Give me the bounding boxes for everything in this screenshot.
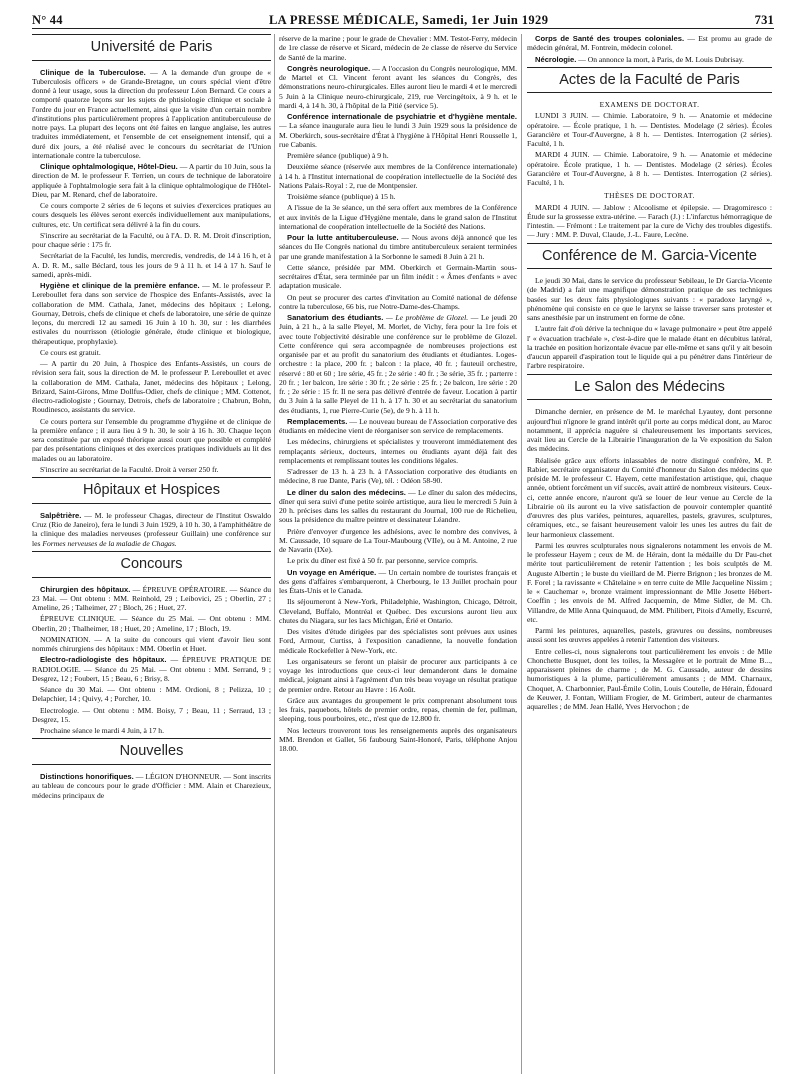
paragraph: Les médecins, chirurgiens et spécialistes y trouveront immédiatement des remplaçants sérieux, docteurs, internes ou étudiants ayant déjà fait des remplacements et remplissant toutes les conditions légales. bbox=[279, 437, 517, 465]
paragraph: Le prix du dîner est fixé à 50 fr. par personne, service compris. bbox=[287, 556, 478, 566]
column-3 bbox=[527, 34, 772, 1079]
section-title-nouvelles: Nouvelles bbox=[32, 738, 271, 765]
article-diner: Le dîner du salon des médecins. — Le dîner du salon des médecins, dîner qui sera suivi d'une petite soirée artistique, aura lieu le mercredi 5 Juin à 20 h. précises dans les salles du restaurant du Journal, 100 rue de Richelieu, sous la présidence du maître peintre et dessinateur Léandre. bbox=[279, 487, 517, 525]
section-title-concours: Concours bbox=[32, 551, 271, 578]
paragraph: Nos lecteurs trouveront tous les renseignements auprès des organisateurs MM. Brendon et Gallet, 56 faubourg Saint-Honoré, Paris, téléphone Anjou 18.00. bbox=[279, 725, 517, 753]
paragraph: MARDI 4 JUIN. — Jablow : Alcoolisme et épilepsie. — Dragomiresco : Étude sur la grossesse extra-utérine. — Farach (J.) : L'infarctus hémorragique de l'intestin. — Frémont : Le traitement par la cure de Vichy des troubles digestifs. — Jury : MM. P. Duval, Claude, J.-L. Faure, Lecène. bbox=[527, 202, 772, 240]
paragraph: Parmi les œuvres sculpturales nous signalerons notamment les envois de M. le professeur Hayem ; ceux de M. de Hérain, dont la médaille du Dr Pau-chet mérite tout particulièrement de retenir l'attention ; les bois sculptés de M. Auguste Albertin ; le buste du vieillard de M. Pierre Brignon ; les bronzes de M. F. Forel ; la ravissante « Châtelaine » en terre cuite de Mlle Jacqueline Nissim ; le « Cauchemar », bronze vraiment impressionnant de Mlle Josette Hébert-Coeffin ; les envois de M. Alfred Jacquemin, de Mme Sidler, de M. Ch. Villandre, de Mlle Anna Quinquaud, de MM. Philibert, Pitois d'Amelly, Escurré, etc. bbox=[527, 540, 772, 624]
issue-number: N° 44 bbox=[32, 13, 63, 27]
article-congres-neuro: Congrès neurologique. — A l'occasion du Congrès neurologique, MM. de Martel et Cl. Vincent feront avant les séances du Congrès, des démonstrations neuro-chirurgicales. Elles auront lieu le mardi 4 et le mercredi 5 Juin à la Clinique neuro-chirurgicale, 219, rue Vercingétoix, à 9 h. et le mardi 4, à 14 h. 30, à l'hôpital de la Pitié (service 5). bbox=[279, 63, 517, 110]
paragraph: Dimanche dernier, en présence de M. le maréchal Lyautey, dont personne aujourd'hui n'ignore le grand intérêt qu'il porte au corps médical dont, au Maroc notamment, il apprécia naguère si chaleureusement les importants services, avait lieu au Cercle de la Librairie l'inauguration de la Ve exposition du Salon des médecins. bbox=[527, 407, 772, 454]
article-salpetriere: Salpêtrière. — M. le professeur Chagas, directeur de l'Institut Oswaldo Cruz (Rio de Janeiro), fera le lundi 3 Juin 1929, à 10 h. 30, à l'amphithéâtre de la clinique des maladies nerveuses (professeur Guillain) une conférence sur les Formes nerveuses de la maladie de Chagas. bbox=[32, 510, 271, 548]
paragraph: ÉPREUVE CLINIQUE. — Séance du 25 Mai. — Ont obtenu : MM. Oberlin, 20 ; Thalheimer, 18 ; Huet, 20 ; Ameline, 17 ; Bloch, 19. bbox=[32, 614, 271, 633]
paragraph: Ils séjourneront à New-York, Philadelphie, Washington, Chicago, Détroit, Cleveland, Buffalo, Montréal et Québec. Des excursions auront lieu aux chutes du Niagara, sur les lacs Michigan, Érié et Ontario. bbox=[279, 597, 517, 625]
paragraph: MARDI 4 JUIN. — Chimie. Laboratoire, 9 h. — Anatomie et médecine opératoire. École pratique, 1 h. — Dentistes. Modelage (2 séries). Écoles Garancière et Tour-d'Auvergne, à 8 h. — Dentistes. Interrogation (2 séries). Faculté, 1 h. bbox=[527, 150, 772, 188]
article-voyage: Un voyage en Amérique. — Un certain nombre de touristes français et des gens d'affaires s'embarqueront, à Cherbourg, le 13 Juillet prochain pour les États-Unis et le Canada. bbox=[279, 567, 517, 595]
subheading-theses: THÈSES DE DOCTORAT. bbox=[604, 191, 695, 201]
section-title-universite: Université de Paris bbox=[32, 34, 271, 61]
paragraph: NOMINATION. — A la suite du concours qui vient d'avoir lieu sont nommés chirurgiens des hôpitaux : MM. Oberlin et Huet. bbox=[32, 634, 271, 654]
paragraph: Prochaine séance le mardi 4 Juin, à 17 h. bbox=[40, 726, 164, 736]
section-title-actes: Actes de la Faculté de Paris bbox=[527, 67, 772, 94]
paragraph: Prière d'envoyer d'urgence les adhésions, avec le nombre des convives, à M. Caussade, 10 square de La Tour-Maubourg (VIIe), ou à M. Antoine, 2 rue de Navarin (IXe). bbox=[279, 526, 517, 554]
column-2 bbox=[279, 34, 517, 1079]
section-title-garcia: Conférence de M. Garcia-Vicente bbox=[527, 243, 772, 270]
paragraph: Entre celles-ci, nous signalerons tout particulièrement les envois : de Mlle Chonchette Busquet, dont les toiles, la Messagère et le portrait de Mme B..., apparaissent pleines de charme ; de M. G. Caussade, auteur de dessins humoristiques à la plume, particulièrement amusants ; de MM. Charnaux, Choquet, A. Charbonnier, Paul-Émile Colin, Louis Coutelle, de Hérain, Édouard de Keuwer, J. Fontan, William Frogier, de M. Grimbert, auteur de charmantes aquarelles ; de MM. Jean Hallé, Yves Hervochon ; de bbox=[527, 646, 772, 712]
article-antituberculeuse: Pour la lutte antituberculeuse. — Nous avons déjà annoncé que les séances du IIe Congrès national du timbre antituberculeux seraient terminées par une grande manifestation à la Sorbonne le samedi 8 Juin à 21 h. bbox=[279, 233, 517, 261]
article-enfance: Hygiène et clinique de la première enfance. — M. le professeur P. Lereboullet fera dans son service de l'hospice des Enfants-Assistés, avec la collaboration de MM. Cathala, Janet, médecins des hôpitaux ; Lelong, Gournay, Detrois, chefs de clinique et chefs de laboratoire, une série de quinze leçons, du mercredi 12 au samedi 16 Juin à 10 h. 30, sur : les diarrhées estivales du nourrisson (étiologie générale, étude clinique et biologique, thérapeutique, prophylaxie). bbox=[32, 281, 271, 346]
paragraph: Réalisée grâce aux efforts inlassables de notre distingué confrère, M. P. Rabier, secrétaire organisateur du Comité d'honneur du Salon des médecins que préside M. le professeur C. Hayem, cette manifestation artistique, qui, chaque année, obtient forcément un vif succès, avait attiré de nombreux visiteurs. Ceux-ci, cette année encore, n'auront qu'à se louer de leur venue au Cercle de la Librairie où ils auront eu la vive satisfaction de pouvoir contempler quantité d'œuvres des plus variées, peintures, aquarelles, pastels, gravures, sculptures, céramiques, etc., se faisant heureusement valoir les unes les autres du fait de leur harmonieux classement. bbox=[527, 455, 772, 539]
article-sanatorium: Sanatorium des étudiants. — Le problème de Glozel. — Le jeudi 20 Juin, à 21 h., à la salle Pleyel, M. Morlet, de Vichy, fera pour la 1re fois et avec toute l'objectivité désirable une conférence sur le problème de Glozel. Cette conférence qui sera accompagnée de nombreuses projections est organisée par et au profit du sanatorium des étudiants et étudiantes. Loges-orchestre : la place, 200 fr. ; balcon : la place, 40 fr. ; fauteuil orchestre, réservé : 80 et 60 ; 1re série, 45 fr. ; 2e série : 40 fr. ; 3e série, 35 fr. ; parterre : 20 fr. ; 1er balcon, 1re série : 30 fr. ; 2e série : 25 fr. ; 2e balcon, 1re série : 20 fr. ; 2e série : 15 fr. Il ne sera pas délivré d'entrée de faveur. Location à partir du 3 Juin à la salle Pleyel de 11 h. à 17 h. 30 et au secrétariat du sanatorium des étudiants, 1, rue Pierre-Curie (5e), de 9 h. à 11 h. bbox=[279, 313, 517, 415]
section-title-hopitaux: Hôpitaux et Hospices bbox=[32, 477, 271, 504]
article-psychiatrie: Conférence internationale de psychiatrie et d'hygiène mentale. — La séance inaugurale aura lieu le lundi 3 Juin 1929 sous la présidence de M. Oberkirch, sous-secrétaire d'État à l'hygiène à l'Hôpital Henri Rousselle 1, rue Cabanis. bbox=[279, 112, 517, 149]
paragraph: Des visites d'étude dirigées par des spécialistes sont prévues aux usines Ford, Armour, Curtiss, à l'exposition canadienne, la nouvelle fondation médicale Rockefeller à New-York, etc. bbox=[279, 627, 517, 655]
page-header bbox=[32, 6, 774, 29]
paragraph: Ce cours portera sur l'ensemble du programme d'hygiène et de clinique de la première enfance ; il aura lieu à 9 h. 30, le soir à 16 h. 30. Chaque leçon sera constituée par un exposé théorique aussi court que possible et complété par des présentations cliniques et des exercices pratiques individuels au lit des malades ou au laboratoire. bbox=[32, 416, 271, 463]
paragraph: Deuxième séance (réservée aux membres de la Conférence internationale) à 14 h. à l'Institut international de coopération intellectuelle de la Société des Nations Palais-Royal : 2, rue de Montpensier. bbox=[279, 162, 517, 190]
paragraph: Secrétariat de la Faculté, les lundis, mercredis, vendredis, de 14 à 16 h, et à A. D. R. M., salle Béclard, tous les jours de 9 à 11 h. et 14 à 17 h. Sauf le samedi, après-midi. bbox=[32, 251, 271, 279]
paragraph: Ce cours est gratuit. bbox=[40, 347, 101, 357]
paragraph: L'autre fait d'où dérive la technique du « lavage pulmonaire » peut être appelé l' « évacuation trachéale », c'est-à-dire que le malade étant en décubitus latéral, la trachée en position horizontale évacue par elle-même et sans qu'il y ait besoin d'aucun appareil d'aspiration tout le liquide qui a pu pénétrer dans l'intérieur de l'arbre respiratoire. bbox=[527, 324, 772, 371]
paragraph: Troisième séance (publique) à 15 h. bbox=[287, 192, 396, 201]
paragraph: A l'issue de la 3e séance, un thé sera offert aux membres de la Conférence et aux invités de la Ligue d'Hygiène mentale, dans le grand salon de l'Institut international de coopération intellectuelle de la Société des Nations. bbox=[279, 203, 517, 231]
paragraph: Ce cours comporte 2 séries de 6 leçons et suivies d'exercices pratiques au cours desquels les élèves seront exercés individuellement aux manipulations, cultures, etc. Un certificat sera délivré à la fin du cours. bbox=[32, 201, 271, 229]
article-necrologie: Nécrologie. — On annonce la mort, à Paris, de M. Louis Dubrisay. bbox=[535, 54, 744, 64]
article-ophtalmo: Clinique ophtalmologique, Hôtel-Dieu. — A partir du 10 Juin, sous la direction de M. le professeur F. Terrien, un cours de technique de laboratoire appliquée à l'ophtalmologie sera fait à la clinique ophtalmologique de l'Hôtel-Dieu, par M. Renard, chef de laboratoire. bbox=[32, 162, 271, 199]
paragraph: — A partir du 20 Juin, à l'hospice des Enfants-Assistés, un cours de révision sera fait, sous la direction de M. le professeur P. Lereboullet et avec la collaboration de MM. Cathala, Janet, médecins des hôpitaux ; Lelong, Brizard, Saint-Girons, Mme Dollfus-Odier, chefs de clinique ; MM. Cottenot, électro-radiologiste ; Gournay, Detrois, chefs de laboratoire ; Chabrun, Bohn, Roudinesco, assistants du service. bbox=[32, 359, 271, 415]
article-corps-sante: Corps de Santé des troupes coloniales. — Est promu au grade de médecin général, M. Fontrein, médecin colonel. bbox=[527, 34, 772, 53]
paragraph: Séance du 30 Mai. — Ont obtenu : MM. Ordioni, 8 ; Pelizza, 10 ; Delapchier, 14 ; Quivy, 4 ; Porcher, 10. bbox=[32, 685, 271, 704]
paragraph: Grâce aux avantages du groupement le prix comprenant absolument tous les frais, paquebots, hôtels de premier ordre, repas, chemin de fer, pullman, sleeping, tous pourboires, etc., n'est que de 12.800 fr. bbox=[279, 695, 517, 724]
paragraph: Première séance (publique) à 9 h. bbox=[287, 151, 389, 160]
paragraph: LUNDI 3 JUIN. — Chimie. Laboratoire, 9 h. — Anatomie et médecine opératoire. — École pratique, 1 h. — Dentistes. Modelage (2 séries). Écoles Garancière et Tour-d'Auvergne, à 8 h. — Dentistes. Interrogation (2 séries). Faculté, 1 h. bbox=[527, 111, 772, 149]
paragraph: S'inscrire au secrétariat de la Faculté. Droit à verser 250 fr. bbox=[40, 464, 219, 474]
article-tuberculose: Clinique de la Tuberculose. — A la demande d'un groupe de « Tuberculosis officers » de Grande-Bretagne, un cours spécial vient d'être donné à leur usage, sous la direction du professeur Léon Bernard. Ce cours a comporté quatorze leçons sur les sujets de phtisiologie clinique et sociale à l'ordre du jour en France actuellement, ainsi que la visite d'un certain nombre d'institutions plus particulièrement propres à l'application antituberculeuse de notre pays. La plupart des leçons ont été faites en langue anglaise, les autres traduites immédiatement, et l'ensemble de cet enseignement intensif, qui a duré dix jours, a été réalisé avec le concours du secrétariat de l'Union internationale contre la tuberculose. bbox=[32, 67, 271, 160]
paragraph: Les organisateurs se feront un plaisir de procurer aux participants à ce voyage les introductions que ceux-ci leur demanderont dans le domaine médical, joignant ainsi à l'agrément d'un très beau voyage un résultat pratique de premier ordre. Retour au Havre : 16 Août. bbox=[279, 656, 517, 694]
subheading-examens: EXAMENS DE DOCTORAT. bbox=[599, 100, 700, 110]
article-remplacements: Remplacements. — Le nouveau bureau de l'Association corporative des étudiants en médecine vient de réorganiser son service de remplacements. bbox=[279, 416, 517, 435]
column-rule bbox=[274, 34, 275, 1074]
article-chirurgien: Chirurgien des hôpitaux. — ÉPREUVE OPÉRATOIRE. — Séance du 23 Mai. — Ont obtenu : MM. Reinhold, 29 ; Leibovici, 25 ; Oberlin, 27 ; Ameline, 26 ; Talheimer, 27 ; Bloch, 26 ; Huet, 27. bbox=[32, 584, 271, 613]
article-distinctions: Distinctions honorifiques. — LÉGION D'HONNEUR. — Sont inscrits au tableau de concours pour le grade d'Officier : MM. Alain et Charezieux, médecins principaux de bbox=[32, 772, 271, 800]
paragraph: S'adresser de 13 h. à 23 h. à l'Association corporative des étudiants en médecine, 8 rue Dante, Paris (Ve), tél. : Odéon 58-90. bbox=[279, 467, 517, 486]
column-1 bbox=[32, 34, 271, 1079]
paragraph: Le jeudi 30 Mai, dans le service du professeur Sebileau, le Dr Garcia-Vicente (de Madrid) a fait une magnifique démonstration pratique de ses techniques basées sur les deux faits physiologiques suivants : « paradoxe laryngé », phénomène qui consiste en ce que le larynx se laisse traverser sans protester et sans anesthésie par un instrument en forme de cône. bbox=[527, 276, 772, 323]
paragraph: Parmi les peintures, aquarelles, pastels, gravures ou dessins, nombreuses aussi sont les œuvres appelées à retenir l'attention des visiteurs. bbox=[527, 626, 772, 645]
paragraph: Cette séance, présidée par MM. Oberkirch et Germain-Martin sous-secrétaires d'État, sera terminée par un film inédit : « Âmes d'enfants » avec adaptation musicale. bbox=[279, 262, 517, 291]
paragraph: On peut se procurer des cartes d'invitation au Comité national de défense contre la tuberculose, 66 bis, rue Notre-Dame-des-Champs. bbox=[279, 292, 517, 311]
article-radiologiste: Electro-radiologiste des hôpitaux. — ÉPREUVE PRATIQUE DE RADIOLOGIE. — Séance du 25 Mai. — Ont obtenu : MM. Serrand, 9 ; Desgrez, 12 ; Foubert, 15 ; Beau, 6 ; Brisy, 8. bbox=[32, 655, 271, 683]
section-title-salon: Le Salon des Médecins bbox=[527, 374, 772, 401]
paragraph: réserve de la marine ; pour le grade de Chevalier : MM. Testot-Ferry, médecin de 1re classe de réserve et Sicard, médecin de 2e classe de réserve du Service de Santé de la marine. bbox=[279, 34, 517, 62]
column-rule bbox=[521, 34, 522, 1074]
paragraph: S'inscrire au secrétariat de la Faculté, ou à l'A. D. R. M. Droit d'inscription, pour chaque série : 175 fr. bbox=[32, 230, 271, 250]
page-number: 731 bbox=[754, 13, 774, 27]
paragraph: Electrologie. — Ont obtenu : MM. Boisy, 7 ; Beau, 11 ; Serraud, 13 ; Desgrez, 15. bbox=[32, 705, 271, 724]
masthead: LA PRESSE MÉDICALE, Samedi, 1er Juin 1929 bbox=[268, 13, 549, 27]
